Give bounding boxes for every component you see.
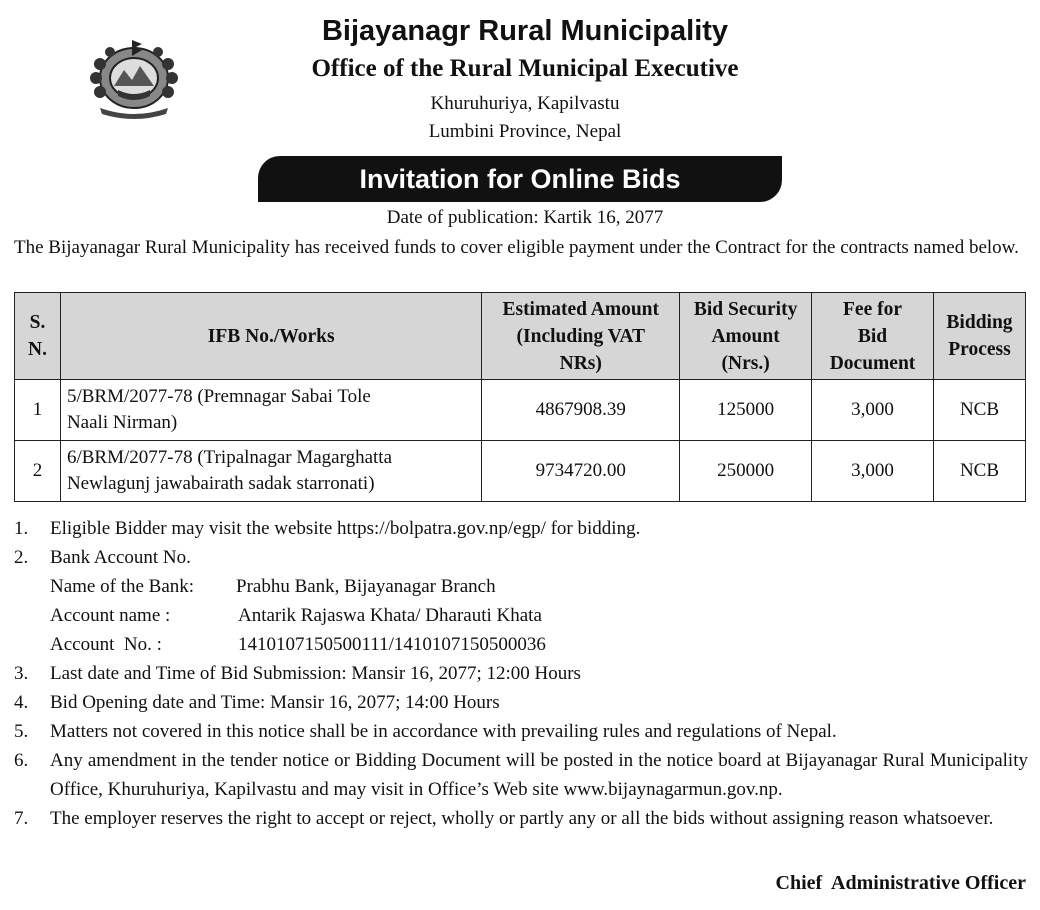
header-security-line: Bid Security [693, 298, 798, 320]
item-number: 3. [14, 663, 29, 684]
publication-date: Date of publication: Kartik 16, 2077 [386, 207, 664, 228]
header-estimated-amount [482, 293, 680, 380]
header-bid-security [680, 293, 812, 380]
table-row [15, 441, 1026, 502]
header-process-line: Process [948, 339, 1011, 360]
header-security-line: (Nrs.) [721, 352, 770, 374]
header-estimated-line: Estimated Amount [502, 298, 660, 320]
header-works: IFB No./Works [60, 293, 481, 380]
header-estimated-line: (Including VAT [516, 325, 645, 347]
item-text: Bank Account No. [50, 547, 191, 568]
header-process-line: Bidding [946, 312, 1013, 333]
cell-bid-security: 125000 [680, 380, 812, 441]
invitation-banner: Invitation for Online Bids [258, 156, 782, 202]
item-text: Any amendment in the tender notice or Bidding Document will be posted in the notice board at Bijayanagar Rural Municipality Office, Khuruhuriya, Kapilvastu and may visit in Office’s Web site www.bijaynagarmun.gov.np. [50, 750, 1028, 800]
cell-bidding-process: NCB [933, 380, 1025, 441]
cell-works-line: 5/BRM/2077-78 (Premnagar Sabai Tole [66, 386, 371, 407]
cell-works-line: 6/BRM/2077-78 (Tripalnagar Magarghatta [66, 447, 393, 468]
account-number-value: 1410107150500111/1410107150500036 [238, 634, 546, 655]
notice-items-list [14, 514, 1028, 833]
header-sn-line: S. [29, 312, 46, 333]
item-text: Matters not covered in this notice shall be in accordance with prevailing rules and regulations of Nepal. [50, 721, 837, 742]
signature-title: Chief Administrative Officer [775, 872, 1026, 894]
account-number-label: Account No. : [50, 634, 162, 655]
cell-works-line: Naali Nirman) [66, 412, 178, 433]
item-number: 2. [14, 547, 29, 568]
cell-works-line: Newlagunj jawabairath sadak starronati) [66, 473, 375, 494]
municipality-title: Bijayanagr Rural Municipality [321, 15, 729, 47]
list-item [14, 804, 1028, 833]
address-line-1: Khuruhuriya, Kapilvastu [430, 93, 620, 114]
header-sn-line: N. [27, 339, 47, 360]
item-number: 5. [14, 721, 29, 742]
table-header-row [15, 293, 1026, 380]
list-item [14, 659, 1028, 688]
item-number: 7. [14, 808, 29, 829]
address-line-2: Lumbini Province, Nepal [428, 121, 622, 142]
list-item [14, 746, 1028, 804]
cell-estimated-amount: 4867908.39 [482, 380, 680, 441]
cell-fee: 3,000 [812, 441, 934, 502]
header-estimated-line: NRs) [559, 352, 602, 374]
list-item [14, 514, 1028, 543]
account-name-value: Antarik Rajaswa Khata/ Dharauti Khata [238, 605, 542, 626]
cell-works [60, 441, 481, 502]
item-text: Bid Opening date and Time: Mansir 16, 2077; 14:00 Hours [50, 692, 500, 713]
account-name-row [14, 601, 1028, 630]
cell-bid-security: 250000 [680, 441, 812, 502]
header-security-line: Amount [711, 325, 780, 347]
item-number: 6. [14, 750, 29, 771]
office-subtitle: Office of the Rural Municipal Executive [311, 55, 739, 82]
header-fee-line: Document [829, 352, 916, 374]
item-number: 1. [14, 518, 29, 539]
intro-paragraph: The Bijayanagar Rural Municipality has received funds to cover eligible payment under the Contract for the contracts named below. [14, 237, 1019, 258]
header-sn [15, 293, 61, 380]
cell-fee: 3,000 [812, 380, 934, 441]
item-number: 4. [14, 692, 29, 713]
list-item [14, 717, 1028, 746]
list-item [14, 543, 1028, 572]
cell-estimated-amount: 9734720.00 [482, 441, 680, 502]
item-text: The employer reserves the right to accept or reject, wholly or partly any or all the bids without assigning reason whatsoever. [50, 808, 994, 829]
bank-name-label: Name of the Bank: [50, 576, 195, 597]
bank-name-value: Prabhu Bank, Bijayanagar Branch [236, 576, 496, 597]
header-fee [812, 293, 934, 380]
list-item [14, 688, 1028, 717]
cell-sn: 2 [15, 441, 61, 502]
bank-name-row [14, 572, 1028, 601]
item-text: Eligible Bidder may visit the website https://bolpatra.gov.np/egp/ for bidding. [50, 518, 641, 539]
cell-bidding-process: NCB [933, 441, 1025, 502]
header-fee-line: Fee for [843, 298, 903, 320]
cell-sn: 1 [15, 380, 61, 441]
header-bidding-process [933, 293, 1025, 380]
table-row [15, 380, 1026, 441]
bids-table [14, 292, 1026, 502]
item-text: Last date and Time of Bid Submission: Mansir 16, 2077; 12:00 Hours [50, 663, 581, 684]
nepal-government-emblem-icon [82, 34, 186, 120]
header-fee-line: Bid [857, 325, 888, 347]
account-name-label: Account name : [50, 605, 171, 626]
cell-works [60, 380, 481, 441]
account-number-row [14, 630, 1028, 659]
